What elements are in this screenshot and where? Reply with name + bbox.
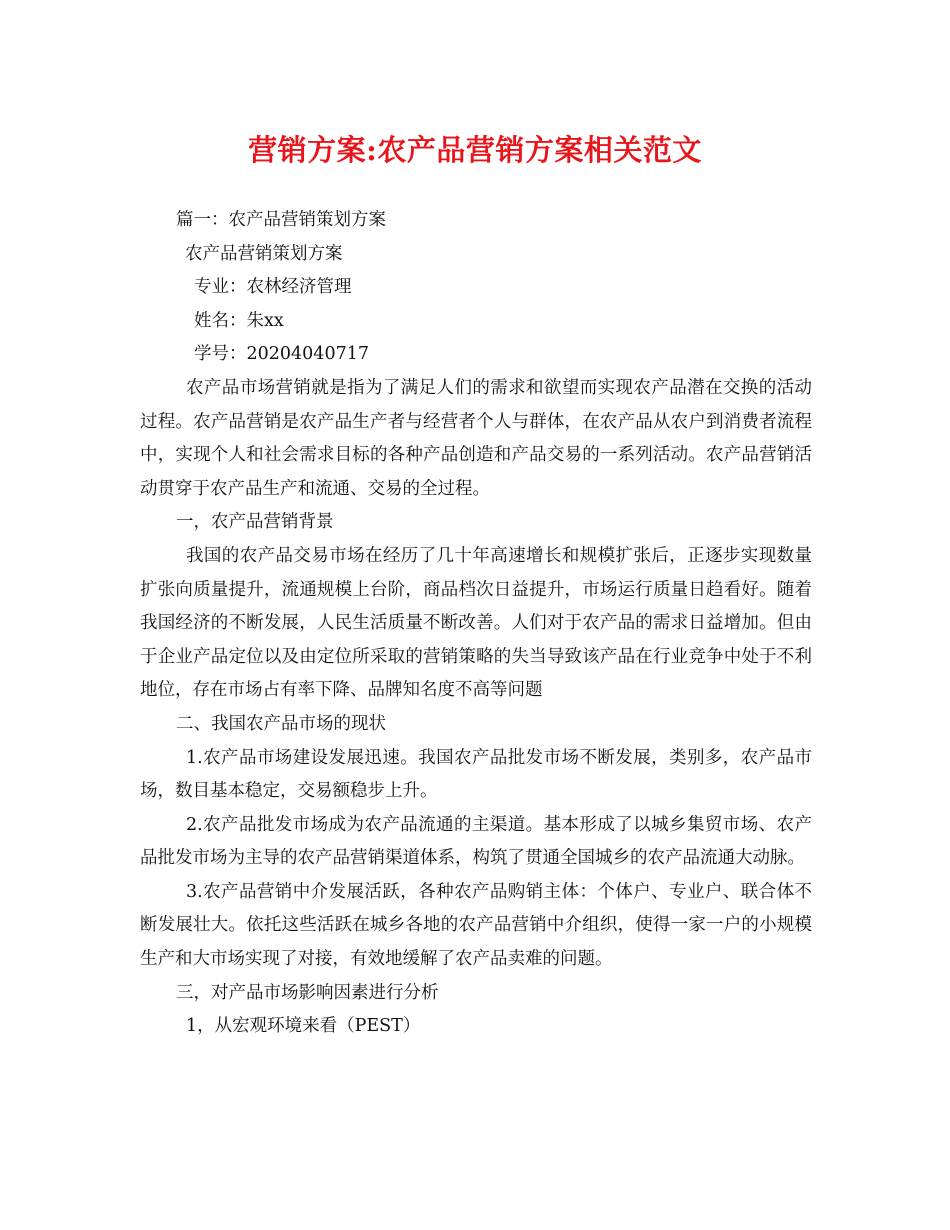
section-heading-background: 一，农产品营销背景 — [176, 512, 334, 533]
status-item-1: 1.农产品市场建设发展迅速。我国农产品批发市场不断发展，类别多，农产品市场，数目基本稳定，交易额稳步上升。 — [140, 747, 812, 802]
document-title: 营销方案:农产品营销方案相关范文 — [248, 133, 702, 167]
major-line: 专业：农林经济管理 — [194, 277, 352, 298]
section-heading-analysis: 三，对产品市场影响因素进行分析 — [176, 982, 439, 1003]
intro-paragraph: 农产品市场营销就是指为了满足人们的需求和欲望而实现农产品潜在交换的活动过程。农产品营销是农产品生产者与经营者个人与群体，在农产品从农户到消费者流程中，实现个人和社会需求目标的各种产品创造和产品交易的一系列活动。农产品营销活动贯穿于农产品生产和流通、交易的全过程。 — [140, 377, 812, 499]
name-line: 姓名：朱xx — [194, 310, 284, 331]
student-id-line: 学号：20204040717 — [194, 344, 369, 365]
analysis-item-1: 1，从宏观环境来看（PEST） — [186, 1016, 421, 1037]
status-item-2: 2.农产品批发市场成为农产品流通的主渠道。基本形成了以城乡集贸市场、农产品批发市场为主导的农产品营销渠道体系，构筑了贯通全国城乡的农产品流通大动脉。 — [140, 814, 812, 869]
background-paragraph: 我国的农产品交易市场在经历了几十年高速增长和规模扩张后，正逐步实现数量扩张向质量提升，流通规模上台阶，商品档次日益提升，市场运行质量日趋看好。随着我国经济的不断发展，人民生活质量不断改善。人们对于农产品的需求日益增加。但由于企业产品定位以及由定位所采取的营销策略的失当导致该产品在行业竞争中处于不利地位，存在市场占有率下降、品牌知名度不高等问题 — [140, 545, 812, 701]
status-item-3: 3.农产品营销中介发展活跃，各种农产品购销主体：个体户、专业户、联合体不断发展壮大。依托这些活跃在城乡各地的农产品营销中介组织，使得一家一户的小规模生产和大市场实现了对接，有效地缓解了农产品卖难的问题。 — [140, 881, 812, 970]
subtitle-plan: 农产品营销策划方案 — [185, 243, 343, 264]
document-body — [140, 204, 812, 1044]
section-heading-part-one: 篇一：农产品营销策划方案 — [176, 210, 386, 230]
section-heading-status: 二、我国农产品市场的现状 — [176, 713, 386, 734]
